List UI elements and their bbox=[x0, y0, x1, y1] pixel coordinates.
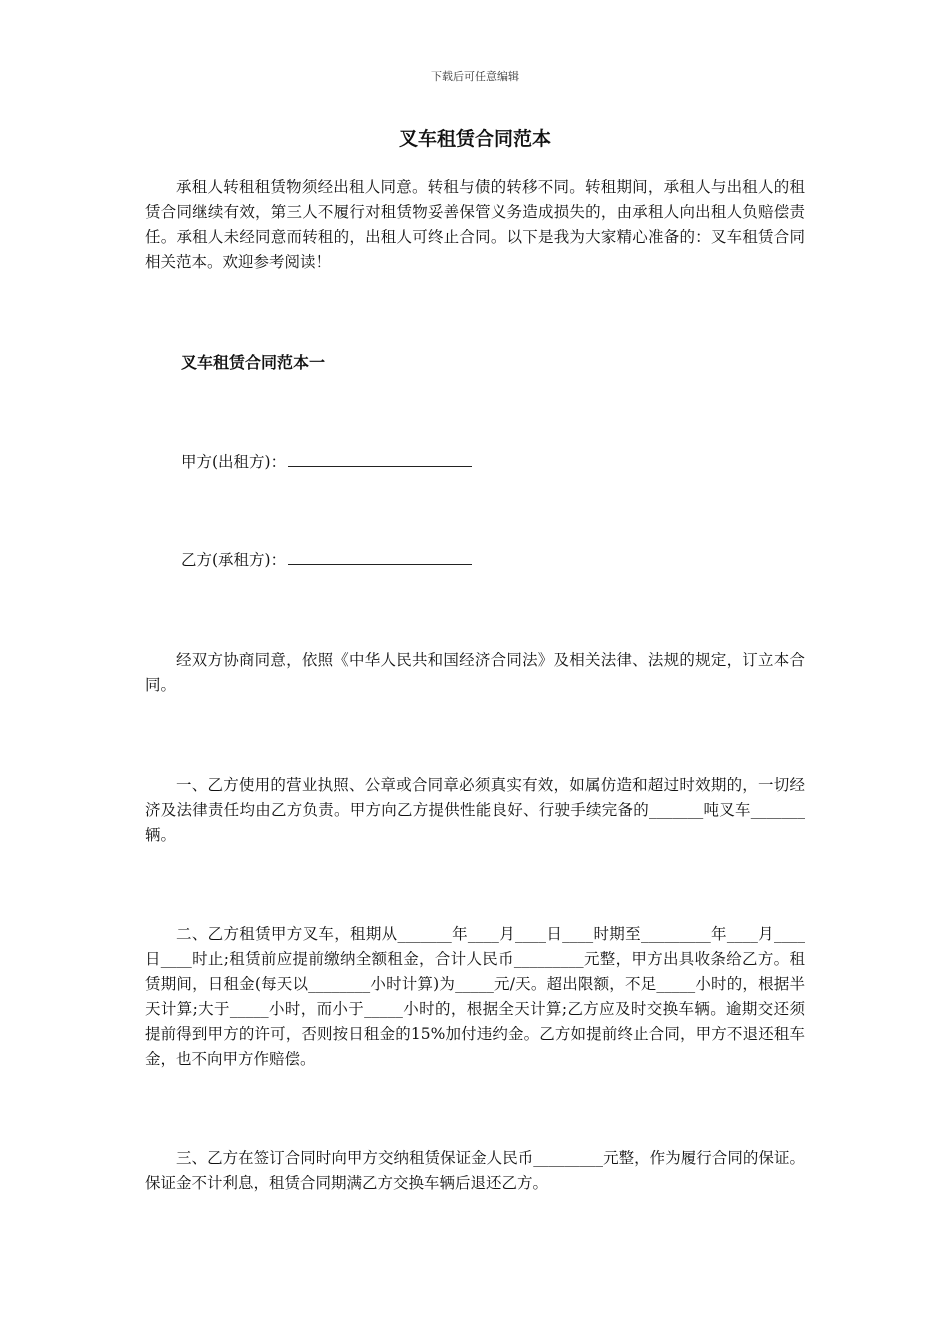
party-b-label: 乙方(承租方)： bbox=[181, 551, 287, 569]
clause-2-paragraph: 二、乙方租赁甲方叉车，租期从_______年____月____日____时期至_________年____月____日____时止;租赁前应提前缴纳全额租金，合计人民币_________元整，甲方出具收条给乙方。租赁期间，日租金(每天以________小时计算)为_____元/天。超出限额，不足_____小时的，根据半天计算;大于_____小时，而小于_____小时的，根据全天计算;乙方应及时交换车辆。逾期交还须提前得到甲方的许可，否则按日租金的15%加付违约金。乙方如提前终止合同，甲方不退还租车金，也不向甲方作赔偿。 bbox=[145, 925, 805, 1068]
clause-1-paragraph: 一、乙方使用的营业执照、公章或合同章必须真实有效，如属仿造和超过时效期的，一切经济及法律责任均由乙方负责。甲方向乙方提供性能良好、行驶手续完备的_______吨叉车_______辆。 bbox=[145, 776, 805, 844]
clause-3-paragraph: 三、乙方在签订合同时向甲方交纳租赁保证金人民币_________元整，作为履行合同的保证。保证金不计利息，租赁合同期满乙方交换车辆后退还乙方。 bbox=[145, 1149, 805, 1192]
party-a-line bbox=[181, 450, 472, 475]
header-note: 下载后可任意编辑 bbox=[431, 70, 519, 83]
party-b-blank bbox=[288, 550, 472, 565]
intro-paragraph: 承租人转租租赁物须经出租人同意。转租与债的转移不同。转租期间，承租人与出租人的租赁合同继续有效，第三人不履行对租赁物妥善保管义务造成损失的，由承租人向出租人负赔偿责任。承租人未经同意而转租的，出租人可终止合同。以下是我为大家精心准备的：叉车租赁合同相关范本。欢迎参考阅读！ bbox=[145, 178, 805, 271]
party-a-label: 甲方(出租方)： bbox=[181, 453, 287, 471]
document-title: 叉车租赁合同范本 bbox=[398, 128, 551, 150]
agreement-paragraph: 经双方协商同意，依照《中华人民共和国经济合同法》及相关法律、法规的规定，订立本合同。 bbox=[145, 651, 805, 694]
party-b-line bbox=[181, 548, 472, 573]
party-a-blank bbox=[288, 452, 472, 467]
section-heading: 叉车租赁合同范本一 bbox=[181, 353, 326, 372]
